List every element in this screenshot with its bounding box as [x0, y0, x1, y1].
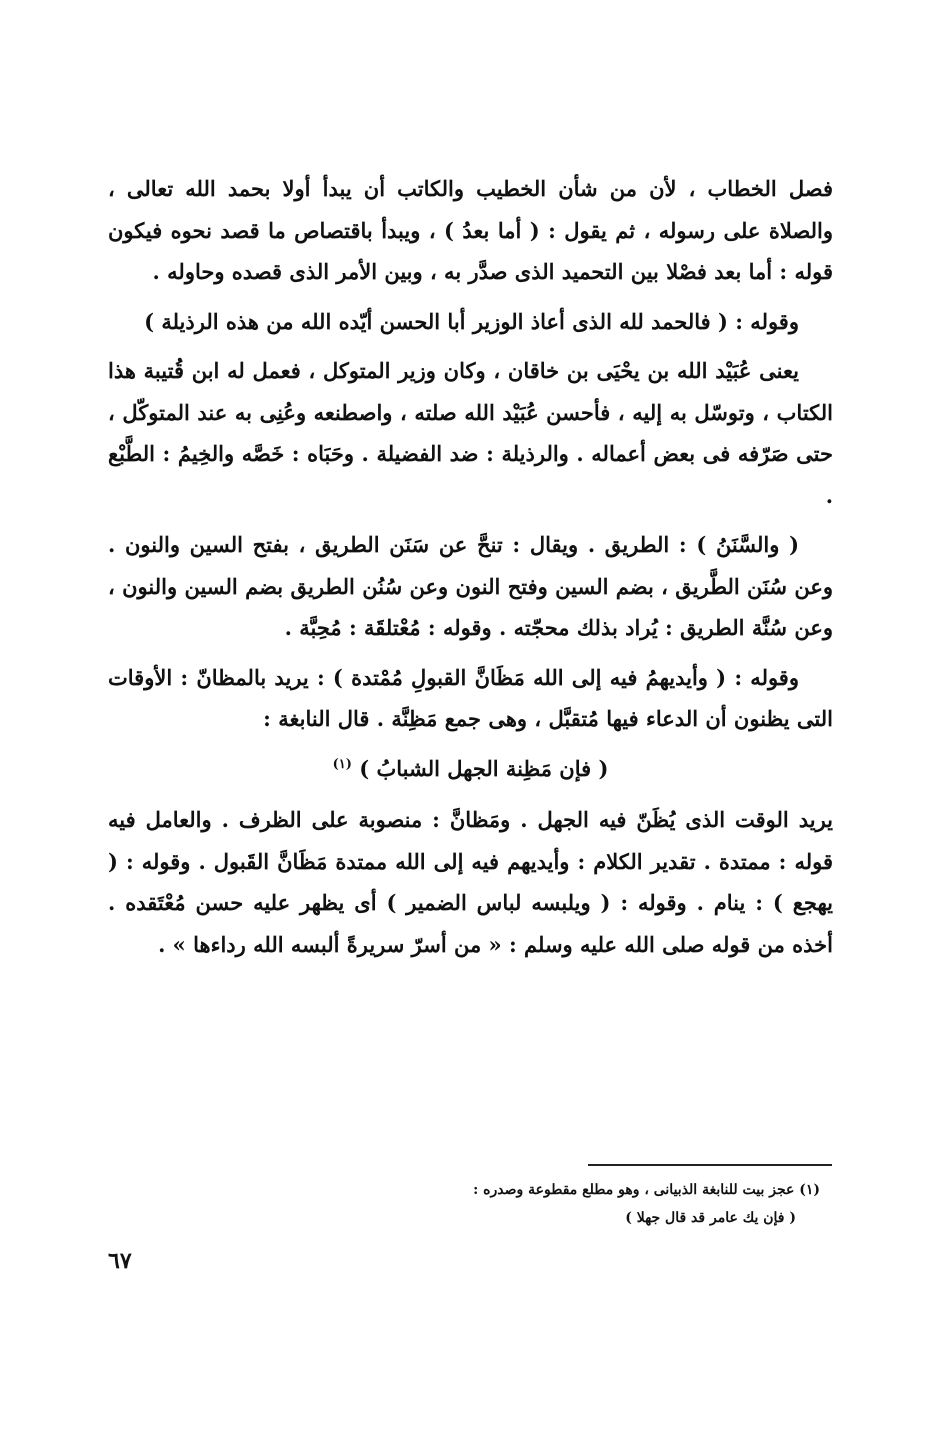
footnote-line-2: ( فإن يك عامر قد قال جهلا ) [625, 1210, 796, 1226]
footnote-line-1: (١) عجز بيت للنابغة الذبيانى ، وهو مطلع مقطوعة وصدره : [473, 1182, 820, 1198]
verse-text: ( فإن مَظِنة الجهل الشبابُ ) [359, 755, 609, 781]
verse-footnote-ref: (١) [332, 756, 352, 772]
page-number: ٦٧ [108, 1248, 132, 1274]
paragraph-1: فصل الخطاب ، لأن من شأن الخطيب والكاتب أن يبدأ أولا بحمد الله تعالى ، والصلاة على رسوله ، ثم يقول : ( أما بعدُ ) ، ويبدأ باقتصاص ما قصد نحوه فيكون قوله : أما بعد فصْلا بين التحميد الذى صدَّر به ، وبين الأمر الذى قصده وحاوله . [108, 176, 833, 284]
closing-paragraph: يريد الوقت الذى يُظَنّ فيه الجهل . ومَظانَّ : منصوبة على الظرف . والعامل فيه قوله : ممتدة . تقدير الكلام : وأيديهم فيه إلى الله ممتدة مَظَانَّ القَبول . وقوله : ( يهجع ) : ينام . وقوله : ( ويلبسه لباس الضمير ) أى يظهر عليه حسن مُعْتَقده . أخذه من قوله صلى الله عليه وسلم : « من أسرّ سريرةً ألبسه الله رداءها » . [108, 807, 833, 957]
paragraph-5: وقوله : ( وأيديهمُ فيه إلى الله مَظَانَّ القبولِ مُمْتدة ) : يريد بالمظانّ : الأوقات التى يظنون أن الدعاء فيها مُتقبَّل ، وهى جمع مَظِنَّة . قال النابغة : [108, 664, 833, 731]
footnotes [330, 1176, 820, 1232]
paragraph-2: وقوله : ( فالحمد لله الذى أعاذ الوزير أبا الحسن أيّده الله من هذه الرذيلة ) [144, 308, 799, 334]
main-text [108, 168, 833, 973]
paragraph-3: يعنى عُبَيْد الله بن يحْيَى بن خاقان ، وكان وزير المتوكل ، فعمل له ابن قُتيبة هذا الكتاب ، وتوسّل به إليه ، فأحسن عُبَيْد الله صلته ، واصطنعه وعُنِى به عند المتوكّل ، حتى صَرّفه فى بعض أعماله . والرذيلة : ضد الفضيلة . وحَبَاه : خَصَّه والخِيمُ : الطَّبْع . [108, 358, 833, 508]
paragraph-4: ( والسَّنَنُ ) : الطريق . ويقال : تنحَّ عن سَنَن الطريق ، بفتح السين والنون . وعن سُنَن الطَّريق ، بضم السين وفتح النون وعن سُنُن الطريق بضم السين والنون ، وعن سُنَّة الطريق : يُراد بذلك محجّته . وقوله : مُعْتلقَة : مُحِبَّة . [108, 532, 833, 640]
verse-line [108, 748, 833, 790]
footnote-separator [588, 1164, 832, 1166]
